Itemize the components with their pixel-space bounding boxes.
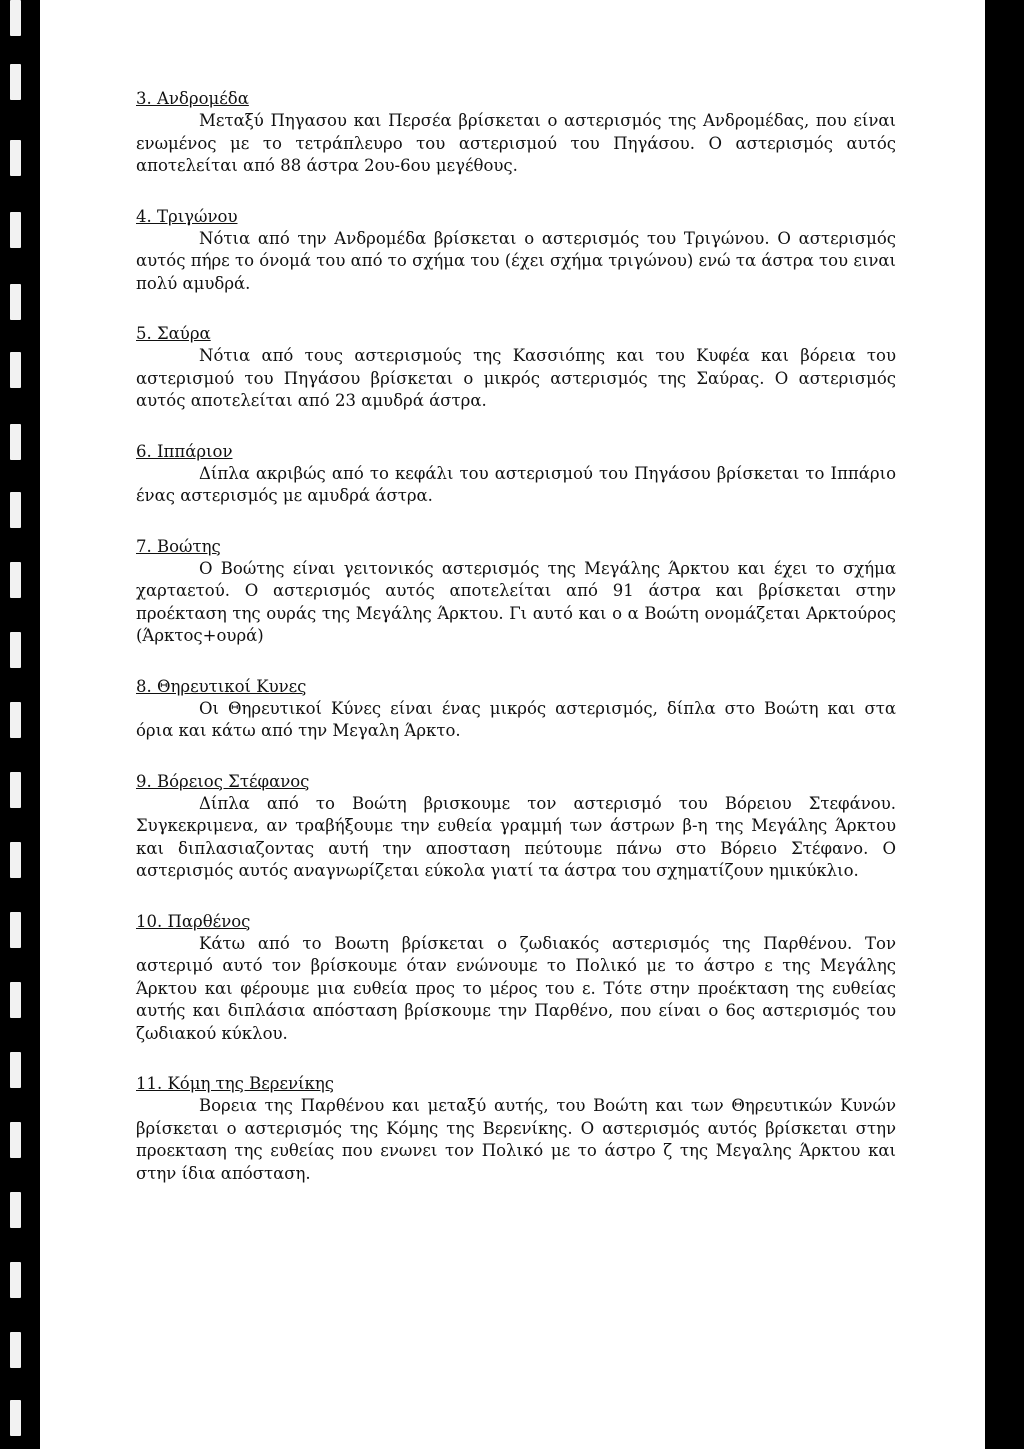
film-perforation xyxy=(10,562,21,598)
section-heading: 9. Βόρειος Στέφανος xyxy=(136,771,310,791)
film-perforation xyxy=(10,1192,21,1228)
section-coma-berenices xyxy=(136,1073,896,1185)
film-perforation xyxy=(10,702,21,738)
film-perforation xyxy=(10,632,21,668)
section-canes-venatici xyxy=(136,676,896,743)
section-text: Βορεια της Παρθένου και μεταξύ αυτής, του Βοώτη και των Θηρευτικών Κυνών βρίσκεται ο αστερισμός της Κόμης της Βερενίκης. Ο αστερισμός αυτός βρίσκεται στην προεκταση της ευθείας που ενωνει τον Πολικό με το άστρο ζ της Μεγαλης Άρκτου και στην ίδια απόσταση. xyxy=(136,1096,896,1183)
film-perforation xyxy=(10,64,21,100)
section-heading: 8. Θηρευτικοί Κυνες xyxy=(136,676,307,696)
section-heading: 6. Ιππάριον xyxy=(136,441,233,461)
section-equuleus xyxy=(136,441,896,508)
section-text: Δίπλα ακριβώς από το κεφάλι του αστερισμού του Πηγάσου βρίσκεται το Ιππάριο ένας αστερισμός με αμυδρά άστρα. xyxy=(136,463,896,505)
section-triangulum xyxy=(136,206,896,296)
film-perforation xyxy=(10,284,21,320)
film-perforation xyxy=(10,1122,21,1158)
film-perforation xyxy=(10,492,21,528)
section-heading: 7. Βοώτης xyxy=(136,536,221,556)
section-text: Δίπλα από το Βοώτη βρισκουμε τον αστερισμό του Βόρειου Στεφάνου. Συγκεκριμενα, αν τραβήξουμε την ευθεία γραμμή των άστρων β-η της Μεγάλης Άρκτου και διπλασιαζοντας αυτή την αποσταση πεύτουμε πάνω στο Βόρειο Στέφανο. Ο αστερισμός αυτός αναγνωρίζεται εύκολα γιατί τα άστρα του σχηματίζουν ημικύκλιο. xyxy=(136,793,896,880)
film-perforation xyxy=(10,424,21,460)
section-lacerta xyxy=(136,323,896,413)
section-heading: 10. Παρθένος xyxy=(136,911,251,931)
film-perforation xyxy=(10,0,21,36)
section-text: Μεταξύ Πηγασου και Περσέα βρίσκεται ο αστερισμός της Ανδρομέδας, που είναι ενωμένος με το τετράπλευρο του αστερισμού του Πηγάσου. Ο αστερισμός αυτός αποτελείται από 88 άστρα 2ου-6ου μεγέθους. xyxy=(136,111,896,175)
film-perforation xyxy=(10,352,21,388)
section-virgo xyxy=(136,911,896,1046)
section-text: Νότια από την Ανδρομέδα βρίσκεται ο αστερισμός του Τριγώνου. Ο αστερισμός αυτός πήρε το όνομά του από το σχήμα του (έχει σχήμα τριγώνου) ενώ τα άστρα του ειναι πολύ αμυδρά. xyxy=(136,228,896,293)
section-heading: 5. Σαύρα xyxy=(136,324,211,343)
film-strip-right xyxy=(984,0,1024,1449)
film-strip-left xyxy=(0,0,40,1449)
film-perforation xyxy=(10,1400,21,1436)
section-heading: 4. Τριγώνου xyxy=(136,206,238,226)
section-text: Ο Βοώτης είναι γειτονικός αστερισμός της Μεγάλης Άρκτου και έχει το σχήμα χαρταετού. Ο αστερισμός αυτός αποτελείται από 91 άστρα και βρίσκεται στην προέκταση της ουράς της Μεγάλης Άρκτου. Γι αυτό και ο α Βοώτη ονομάζεται Αρκτούρος (Άρκτος+ουρά) xyxy=(136,558,896,645)
section-text: Οι Θηρευτικοί Κύνες είναι ένας μικρός αστερισμός, δίπλα στο Βοώτη και στα όρια και κάτω από την Μεγαλη Άρκτο. xyxy=(136,698,896,740)
film-perforation xyxy=(10,842,21,878)
document-page xyxy=(40,0,985,1449)
document-content xyxy=(136,88,896,1213)
section-heading: 11. Κόμη της Βερενίκης xyxy=(136,1074,334,1093)
film-perforation xyxy=(10,1262,21,1298)
film-perforation xyxy=(10,772,21,808)
section-bootes xyxy=(136,536,896,648)
section-andromeda xyxy=(136,88,896,178)
section-corona-borealis xyxy=(136,771,896,883)
section-text: Κάτω από το Βοωτη βρίσκεται ο ζωδιακός αστερισμός της Παρθένου. Τον αστεριμό αυτό τον βρίσκουμε όταν ενώνουμε το Πολικό με το άστρο ε της Μεγάλης Άρκτου και φέρουμε μια ευθεία προς το μέρος του ε. Τότε στην προέκταση της ευθείας αυτής και διπλάσια απόσταση βρίσκουμε την Παρθένο, που είναι ο 6ος αστερισμός του ζωδιακού κύκλου. xyxy=(136,933,896,1043)
film-perforation xyxy=(10,982,21,1018)
film-perforation xyxy=(10,912,21,948)
film-perforation xyxy=(10,1332,21,1368)
section-text: Νότια από τους αστερισμούς της Κασσιόπης και του Κυφέα και βόρεια του αστερισμού του Πηγάσου βρίσκεται ο μικρός αστερισμός της Σαύρας. Ο αστερισμός αυτός αποτελείται από 23 αμυδρά άστρα. xyxy=(136,346,896,410)
film-perforation xyxy=(10,140,21,176)
film-perforation xyxy=(10,212,21,248)
film-perforation xyxy=(10,1052,21,1088)
section-heading: 3. Ανδρομέδα xyxy=(136,89,249,108)
